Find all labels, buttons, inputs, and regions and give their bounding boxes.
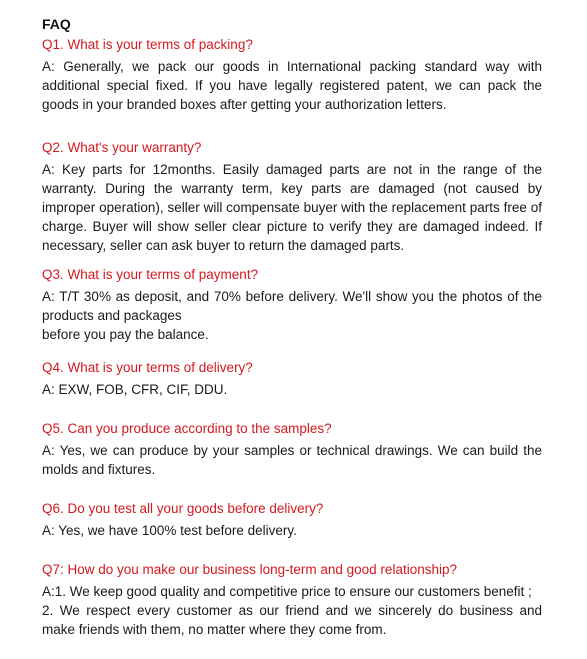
faq-item-samples [42,419,542,479]
question-payment: Q3. What is your terms of payment? [42,267,259,282]
answer-packing: A: Generally, we pack our goods in International packing standard way with additional special fixed. If you have legally registered patent, we can pack the goods in your branded boxes after getting your authorization letters. [42,59,542,112]
question-packing: Q1. What is your terms of packing? [42,37,253,52]
faq-item-relationship [42,560,542,639]
spacer [42,540,542,560]
spacer [42,399,542,419]
spacer [42,479,542,499]
spacer [42,255,542,265]
faq-document [42,14,542,639]
spacer [42,114,542,138]
faq-item-testing [42,499,542,540]
question-warranty: Q2. What's your warranty? [42,140,202,155]
answer-warranty: A: Key parts for 12months. Easily damaged parts are not in the range of the warranty. During the warranty term, key parts are damaged (not caused by improper operation), seller will compensate buyer with the replacement parts free of charge. Buyer will show seller clear picture to verify they are damaged indeed. If necessary, seller can ask buyer to return the damaged parts. [42,162,542,253]
answer-delivery: A: EXW, FOB, CFR, CIF, DDU. [42,382,228,397]
answer-samples: A: Yes, we can produce by your samples or technical drawings. We can build the molds and fixtures. [42,443,542,477]
question-testing: Q6. Do you test all your goods before delivery? [42,501,324,516]
faq-item-payment [42,265,542,344]
question-relationship: Q7: How do you make our business long-term and good relationship? [42,562,457,577]
answer-testing: A: Yes, we have 100% test before delivery. [42,523,297,538]
faq-item-delivery [42,358,542,399]
page-title: FAQ [42,16,71,32]
spacer [42,344,542,358]
answer-relationship: A:1. We keep good quality and competitive price to ensure our customers benefit ; 2. We respect every customer as our friend and we sincerely do business and make friends with them, no matter where they come from. [42,584,542,637]
question-delivery: Q4. What is your terms of delivery? [42,360,253,375]
answer-payment: A: T/T 30% as deposit, and 70% before delivery. We'll show you the photos of the products and packages before you pay the balance. [42,289,542,342]
faq-item-packing [42,35,542,114]
question-samples: Q5. Can you produce according to the samples? [42,421,332,436]
faq-item-warranty [42,138,542,255]
